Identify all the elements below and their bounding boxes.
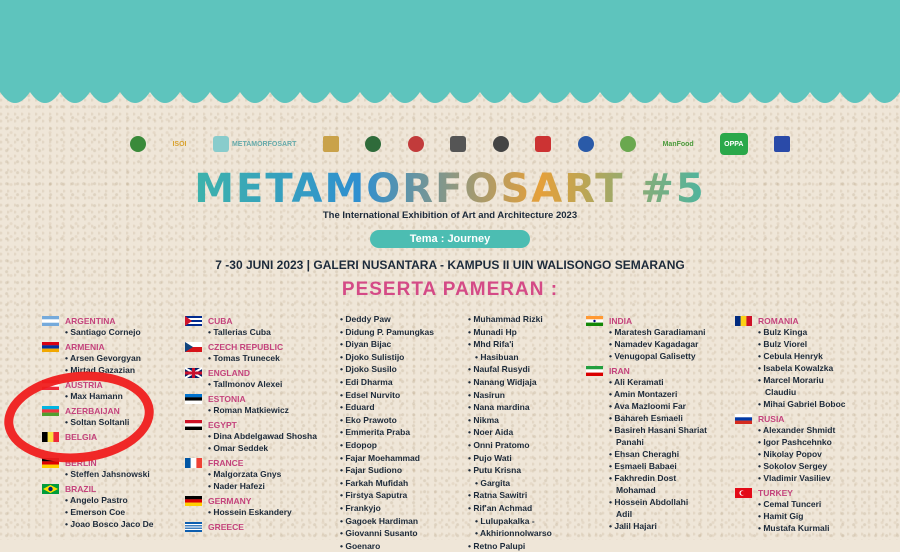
india-flag-icon bbox=[586, 316, 603, 326]
participant-name: • Max Hamann bbox=[42, 390, 192, 402]
country-heading bbox=[185, 521, 335, 532]
country-label: BRAZIL bbox=[65, 483, 97, 494]
participant-name: • Nana mardina bbox=[468, 401, 618, 414]
participant-name: • Ali Keramati bbox=[586, 376, 736, 388]
participant-name: • Nanang Widjaja bbox=[468, 376, 618, 389]
partner-logo bbox=[774, 133, 790, 155]
participant-name: • Roman Matkiewicz bbox=[185, 404, 335, 416]
participant-name: • Venugopal Galisetty bbox=[586, 350, 736, 362]
country-heading bbox=[586, 365, 736, 376]
participant-name: • Edsel Nurvito bbox=[340, 389, 490, 402]
partner-logo bbox=[365, 133, 381, 155]
country-label: IRAN bbox=[609, 365, 630, 376]
participant-name-continued: • Lulupakalka - bbox=[468, 515, 618, 528]
participant-name: • Pujo Wati bbox=[468, 452, 618, 465]
participant-name: • Hossein Eskandery bbox=[185, 506, 335, 518]
country-heading bbox=[735, 487, 885, 498]
participant-name: • Dina Abdelgawad Shosha bbox=[185, 430, 335, 442]
country-label: ARMENIA bbox=[65, 341, 105, 352]
country-heading bbox=[185, 341, 335, 352]
country-heading bbox=[42, 341, 192, 352]
participant-name: • Munadi Hp bbox=[468, 326, 618, 339]
germany-flag-icon bbox=[185, 496, 202, 506]
participant-name: • Hossein Abdollahi bbox=[586, 496, 736, 508]
country-label: FRANCE bbox=[208, 457, 244, 468]
participant-name: • Tallerias Cuba bbox=[185, 326, 335, 338]
participant-name: • Frankyjo bbox=[340, 502, 490, 515]
country-label: AUSTRIA bbox=[65, 379, 103, 390]
country-label: ROMANIA bbox=[758, 315, 799, 326]
participant-name: • Bulz Viorel bbox=[735, 338, 885, 350]
participant-name: • Didung P. Pamungkas bbox=[340, 326, 490, 339]
participant-name-continued: • Akhirionnolwarso bbox=[468, 527, 618, 540]
participant-name: • Arsen Gevorgyan bbox=[42, 352, 192, 364]
page-subtitle: The International Exhibition of Art and Architecture 2023 bbox=[322, 210, 578, 221]
country-label: BERLIN bbox=[65, 457, 97, 468]
participant-name: • Bulz Kinga bbox=[735, 326, 885, 338]
participant-name: • Eko Prawoto bbox=[340, 414, 490, 427]
participant-name: • Farkah Mufidah bbox=[340, 477, 490, 490]
participant-name: • Mhd Rifa'i bbox=[468, 338, 618, 351]
country-heading bbox=[185, 315, 335, 326]
participant-name: • Angelo Pastro bbox=[42, 494, 192, 506]
partner-logo bbox=[620, 133, 636, 155]
partner-logo bbox=[408, 133, 424, 155]
country-label: INDIA bbox=[609, 315, 633, 326]
cuba-flag-icon bbox=[185, 316, 202, 326]
country-heading bbox=[42, 315, 192, 326]
participant-name: • Alexander Shmidt bbox=[735, 424, 885, 436]
partner-logo bbox=[535, 133, 551, 155]
participant-name: • Joao Bosco Jaco De bbox=[42, 518, 192, 530]
participant-name-continued: Mohamad bbox=[616, 485, 656, 495]
participant-name: • Omar Seddek bbox=[185, 442, 335, 454]
partner-logo bbox=[450, 133, 466, 155]
country-heading bbox=[735, 315, 885, 326]
participant-name: • Sokolov Sergey bbox=[735, 460, 885, 472]
country-label: ESTONIA bbox=[208, 393, 246, 404]
armenia-flag-icon bbox=[42, 342, 59, 352]
page-title: METAMORFOSART #5 bbox=[0, 166, 900, 212]
participant-name: • Namadev Kagadagar bbox=[586, 338, 736, 350]
participants-column-2 bbox=[185, 312, 335, 532]
country-label: CZECH REPUBLIC bbox=[208, 341, 284, 352]
estonia-flag-icon bbox=[185, 394, 202, 404]
country-label: TURKEY bbox=[758, 487, 793, 498]
country-label: GREECE bbox=[208, 521, 244, 532]
participant-name-continued: • Gargita bbox=[468, 477, 618, 490]
metamorfosart-logo: METAMORFOSART bbox=[213, 133, 296, 155]
country-label: AZERBAIJAN bbox=[65, 405, 120, 416]
country-heading bbox=[42, 483, 192, 494]
event-details: 7 -30 JUNI 2023 | GALERI NUSANTARA - KAMPUS II UIN WALISONGO SEMARANG bbox=[215, 258, 685, 272]
participant-name: • Djoko Sulistijo bbox=[340, 351, 490, 364]
participant-name-continued: Claudiu bbox=[765, 387, 797, 397]
turkey-flag-icon bbox=[735, 488, 752, 498]
participants-heading: PESERTA PAMERAN : bbox=[341, 279, 559, 300]
country-heading bbox=[185, 457, 335, 468]
participant-name: • Rif'an Achmad bbox=[468, 502, 618, 515]
partner-logo bbox=[323, 133, 339, 155]
participant-name: • Fakhredin Dost bbox=[586, 472, 736, 484]
czech-flag-icon bbox=[185, 342, 202, 352]
country-label: CUBA bbox=[208, 315, 233, 326]
russia-flag-icon bbox=[735, 414, 752, 424]
participant-name: • Muhammad Rizki bbox=[468, 313, 618, 326]
country-label: RUSIA bbox=[758, 413, 785, 424]
country-label: GERMANY bbox=[208, 495, 252, 506]
participant-name: • Vladimir Vasiliev bbox=[735, 472, 885, 484]
participants-column-6 bbox=[735, 312, 885, 534]
brazil-flag-icon bbox=[42, 484, 59, 494]
iran-flag-icon bbox=[586, 366, 603, 376]
participant-name: • Ratna Sawitri bbox=[468, 489, 618, 502]
country-label: BELGIA bbox=[65, 431, 98, 442]
participant-name: • Nikma bbox=[468, 414, 618, 427]
participant-name: • Tomas Trunecek bbox=[185, 352, 335, 364]
participant-name: • Onni Pratomo bbox=[468, 439, 618, 452]
participant-name: • Edopop bbox=[340, 439, 490, 452]
participant-name: • Noer Aida bbox=[468, 426, 618, 439]
participant-name: • Soltan Soltanli bbox=[42, 416, 192, 428]
sky-banner bbox=[0, 0, 900, 118]
participant-name: • Edi Dharma bbox=[340, 376, 490, 389]
egypt-flag-icon bbox=[185, 420, 202, 430]
participant-name: • Mihai Gabriel Boboc bbox=[735, 398, 885, 410]
country-label: EGYPT bbox=[208, 419, 237, 430]
country-heading bbox=[735, 413, 885, 424]
country-label: ARGENTINA bbox=[65, 315, 116, 326]
participants-column-5 bbox=[586, 312, 736, 532]
participant-name: • Fajar Sudiono bbox=[340, 464, 490, 477]
country-heading bbox=[185, 495, 335, 506]
participant-name: • Nader Hafezi bbox=[185, 480, 335, 492]
participant-name: • Hamit Gig bbox=[735, 510, 885, 522]
oppa-logo: OPPA bbox=[720, 133, 747, 155]
participant-name: • Fajar Moehammad bbox=[340, 452, 490, 465]
participant-name: • Firstya Saputra bbox=[340, 489, 490, 502]
participant-name: • Deddy Paw bbox=[340, 313, 490, 326]
participant-name: • Putu Krisna bbox=[468, 464, 618, 477]
participant-name: • Santiago Cornejo bbox=[42, 326, 192, 338]
crest-logo bbox=[130, 133, 146, 155]
participant-name: • Gagoek Hardiman bbox=[340, 515, 490, 528]
participant-name: • Nasirun bbox=[468, 389, 618, 402]
england-flag-icon bbox=[185, 368, 202, 378]
country-heading bbox=[185, 393, 335, 404]
participant-name: • Amin Montazeri bbox=[586, 388, 736, 400]
participant-name: • Jalil Hajari bbox=[586, 520, 736, 532]
participant-name-continued: Panahi bbox=[616, 437, 644, 447]
country-heading bbox=[185, 367, 335, 378]
participant-name: • Emmerita Praba bbox=[340, 426, 490, 439]
participant-name: • Mirtad Gazazian bbox=[42, 364, 192, 376]
participant-name: • Tallmonov Alexei bbox=[185, 378, 335, 390]
greece-flag-icon bbox=[185, 522, 202, 532]
participant-name: • Mustafa Kurmali bbox=[735, 522, 885, 534]
country-label: ENGLAND bbox=[208, 367, 251, 378]
participant-name: • Esmaeli Babaei bbox=[586, 460, 736, 472]
participant-name: • Djoko Susilo bbox=[340, 363, 490, 376]
participant-name: • Ehsan Cheraghi bbox=[586, 448, 736, 460]
participant-name: • Ava Mazloomi Far bbox=[586, 400, 736, 412]
participant-name: • Diyan Bijac bbox=[340, 338, 490, 351]
france-flag-icon bbox=[185, 458, 202, 468]
participant-name: • Malgorzata Gnys bbox=[185, 468, 335, 480]
participant-name: • Cebula Henryk bbox=[735, 350, 885, 362]
country-heading bbox=[586, 315, 736, 326]
participant-name: • Marcel Morariu bbox=[735, 374, 885, 386]
participant-name: • Isabela Kowalzka bbox=[735, 362, 885, 374]
participant-name: • Steffen Jahsnowski bbox=[42, 468, 192, 480]
argentina-flag-icon bbox=[42, 316, 59, 326]
sponsor-logos bbox=[130, 130, 790, 158]
participant-name: • Goenaro bbox=[340, 540, 490, 552]
participant-name: • Giovanni Susanto bbox=[340, 527, 490, 540]
participant-name: • Maratesh Garadiamani bbox=[586, 326, 736, 338]
participant-name: • Bahareh Esmaeli bbox=[586, 412, 736, 424]
participant-name: • Cemal Tunceri bbox=[735, 498, 885, 510]
participant-name: • Igor Pashcehnko bbox=[735, 436, 885, 448]
manfood-logo: ManFood bbox=[662, 140, 694, 148]
romania-flag-icon bbox=[735, 316, 752, 326]
participant-name: • Retno Palupi bbox=[468, 540, 618, 552]
isoi-logo: ISOI bbox=[172, 140, 187, 148]
participant-name: • Eduard bbox=[340, 401, 490, 414]
theme-pill: Tema : Journey bbox=[370, 230, 530, 248]
partner-logo bbox=[493, 133, 509, 155]
partner-logo bbox=[578, 133, 594, 155]
participant-name-continued: Adil bbox=[616, 509, 633, 519]
participant-name: • Naufal Rusydi bbox=[468, 363, 618, 376]
participant-name-continued: • Hasibuan bbox=[468, 351, 618, 364]
participant-name: • Emerson Coe bbox=[42, 506, 192, 518]
participant-name: • Nikolay Popov bbox=[735, 448, 885, 460]
country-heading bbox=[185, 419, 335, 430]
participant-name: • Basireh Hasani Shariat bbox=[586, 424, 736, 436]
